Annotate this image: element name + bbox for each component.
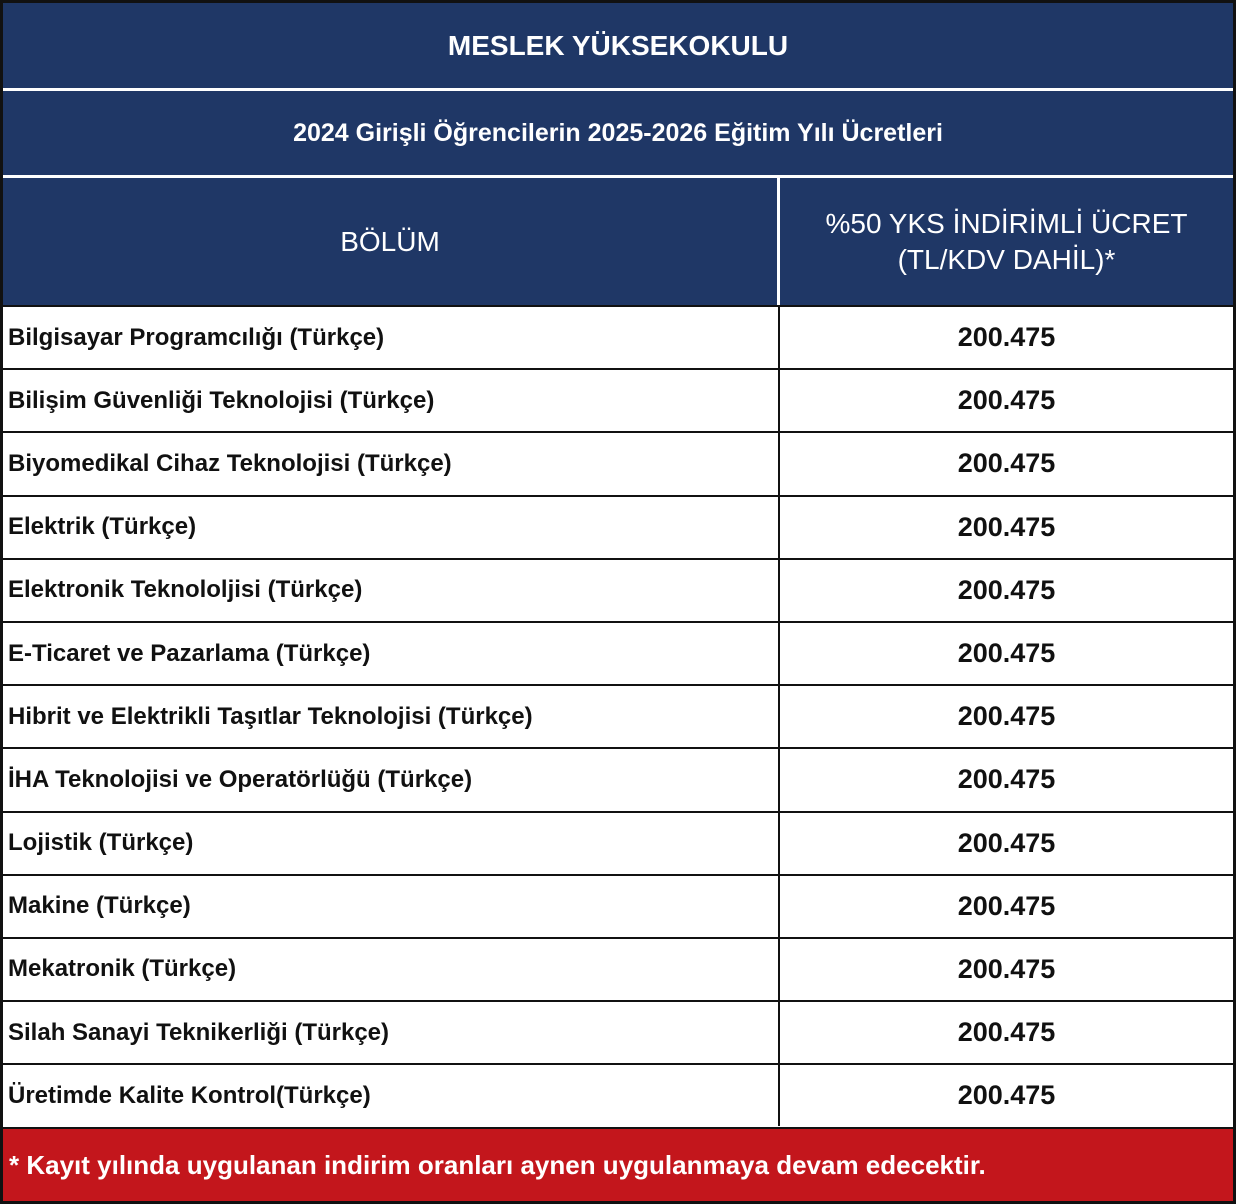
table-row [3,811,1233,874]
department-name: Silah Sanayi Teknikerliği (Türkçe) [8,1018,390,1046]
table-row [3,874,1233,937]
department-name: E-Ticaret ve Pazarlama (Türkçe) [8,639,371,667]
table-row [3,305,1233,368]
fee-value: 200.475 [957,448,1056,479]
table-row [3,621,1233,684]
table-row [3,368,1233,431]
column-header-fee-line1: %50 YKS İNDİRİMLİ ÜCRET [825,207,1188,239]
department-name: Elektronik Teknololjisi (Türkçe) [8,576,363,604]
department-name: Mekatronik (Türkçe) [8,955,237,983]
table-body [3,305,1233,1126]
column-header-fee-line2: (TL/KDV DAHİL)* [897,243,1116,275]
fee-value: 200.475 [957,827,1056,858]
fee-value: 200.475 [957,638,1056,669]
table-row [3,431,1233,494]
table-subtitle: 2024 Girişli Öğrencilerin 2025-2026 Eğitim Yılı Ücretleri [3,91,1233,175]
fee-value: 200.475 [957,574,1056,605]
column-header-fee [780,178,1233,305]
department-name: Lojistik (Türkçe) [8,829,194,857]
department-name: Biyomedikal Cihaz Teknolojisi (Türkçe) [8,449,452,477]
department-name: Üretimde Kalite Kontrol(Türkçe) [8,1081,371,1109]
department-name: Elektrik (Türkçe) [8,513,197,541]
table-row [3,747,1233,810]
fee-value: 200.475 [957,1017,1056,1048]
department-name: Bilişim Güvenliği Teknolojisi (Türkçe) [8,386,435,414]
footer-note: * Kayıt yılında uygulanan indirim oranları aynen uygulanmaya devam edecektir. [3,1127,1233,1201]
department-name: Bilgisayar Programcılığı (Türkçe) [8,323,385,351]
fee-value: 200.475 [957,953,1056,984]
table-row [3,684,1233,747]
table-row [3,1000,1233,1063]
fee-value: 200.475 [957,890,1056,921]
table-row [3,495,1233,558]
fee-value: 200.475 [957,511,1056,542]
fee-value: 200.475 [957,385,1056,416]
fee-value: 200.475 [957,701,1056,732]
department-name: İHA Teknolojisi ve Operatörlüğü (Türkçe) [8,765,473,793]
fee-value: 200.475 [957,322,1056,353]
table-row [3,558,1233,621]
fee-value: 200.475 [957,764,1056,795]
fee-value: 200.475 [957,1080,1056,1111]
table-row [3,1063,1233,1126]
page-title: MESLEK YÜKSEKOKULU [3,3,1233,88]
department-name: Makine (Türkçe) [8,892,191,920]
department-name: Hibrit ve Elektrikli Taşıtlar Teknolojisi (Türkçe) [8,702,533,730]
column-header-department: BÖLÜM [3,178,777,305]
table-row [3,937,1233,1000]
